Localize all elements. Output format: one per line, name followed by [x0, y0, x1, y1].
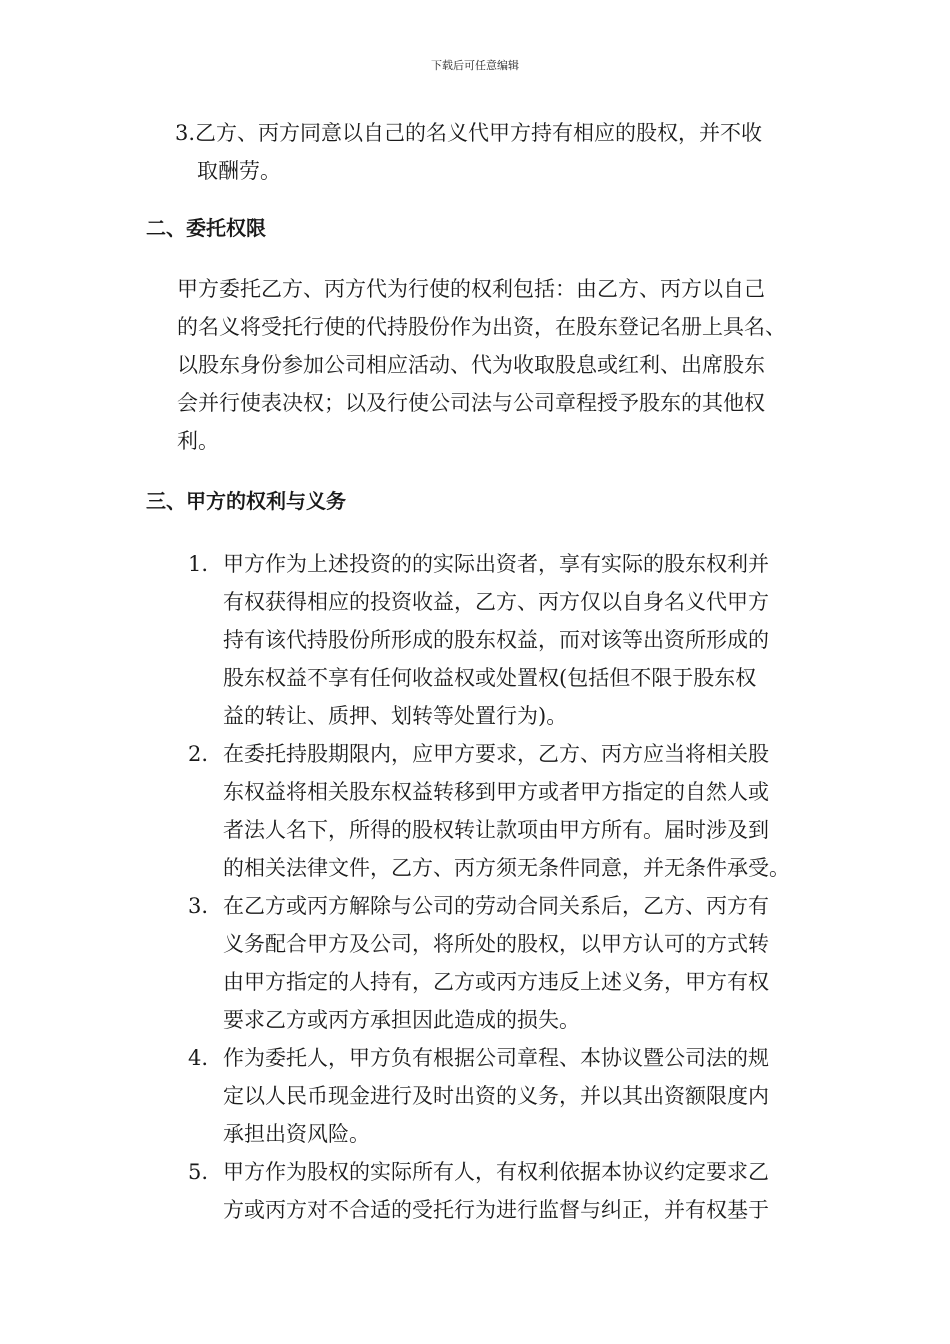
paragraph-line: 以股东身份参加公司相应活动、代为收取股息或红利、出席股东: [177, 353, 765, 377]
paragraph-line: 的名义将受托行使的代持股份作为出资，在股东登记名册上具名、: [177, 315, 786, 339]
list-item-line: 在委托持股期限内，应甲方要求，乙方、丙方应当将相关股: [223, 742, 769, 766]
list-item-2: [188, 735, 828, 887]
list-item-line: 作为委托人，甲方负有根据公司章程、本协议暨公司法的规: [223, 1046, 769, 1070]
list-item-line: 甲方作为上述投资的的实际出资者，享有实际的股东权利并: [223, 552, 769, 576]
list-item-line: 定以人民币现金进行及时出资的义务，并以其出资额限度内: [223, 1084, 769, 1108]
list-item-text: [223, 735, 828, 887]
list-item-number: 5.: [188, 1160, 209, 1184]
list-item-line: 方或丙方对不合适的受托行为进行监督与纠正，并有权基于: [223, 1198, 769, 1222]
clause-item-3-text-2: 取酬劳。: [197, 159, 281, 183]
clause-item-3: [175, 114, 815, 190]
list-item-line: 持有该代持股份所形成的股东权益，而对该等出资所形成的: [223, 628, 769, 652]
list-item-line: 承担出资风险。: [223, 1122, 370, 1146]
section-heading-rights-obligations: 三、甲方的权利与义务: [146, 489, 346, 513]
list-item-text: [223, 1039, 828, 1153]
section-heading-authority: 二、委托权限: [146, 216, 266, 240]
paragraph-line: 利。: [177, 429, 219, 453]
list-item-number: 4.: [188, 1046, 209, 1070]
list-item-line: 有权获得相应的投资收益，乙方、丙方仅以自身名义代甲方: [223, 590, 769, 614]
list-item-1: [188, 545, 828, 735]
list-item-5: [188, 1153, 828, 1229]
list-item-line: 的相关法律文件，乙方、丙方须无条件同意，并无条件承受。: [223, 856, 790, 880]
clause-item-3-number: 3.: [175, 121, 196, 145]
list-item-number: 3.: [188, 894, 209, 918]
list-item-number: 1.: [188, 552, 209, 576]
list-item-number: 2.: [188, 742, 209, 766]
list-item-line: 由甲方指定的人持有，乙方或丙方违反上述义务，甲方有权: [223, 970, 769, 994]
clause-item-3-line-1: [175, 114, 815, 152]
list-item-line: 在乙方或丙方解除与公司的劳动合同关系后，乙方、丙方有: [223, 894, 769, 918]
list-item-line: 益的转让、质押、划转等处置行为)。: [223, 704, 568, 728]
page-header-note: 下载后可任意编辑: [431, 59, 519, 72]
clause-item-3-text-1: 乙方、丙方同意以自己的名义代甲方持有相应的股权，并不收: [195, 121, 763, 145]
paragraph-line: 甲方委托乙方、丙方代为行使的权利包括：由乙方、丙方以自己: [177, 277, 765, 301]
list-item-3: [188, 887, 828, 1039]
list-item-line: 甲方作为股权的实际所有人，有权利依据本协议约定要求乙: [223, 1160, 769, 1184]
list-item-line: 要求乙方或丙方承担因此造成的损失。: [223, 1008, 580, 1032]
list-item-text: [223, 545, 828, 735]
list-item-line: 股东权益不享有任何收益权或处置权(包括但不限于股东权: [223, 666, 757, 690]
list-item-text: [223, 887, 828, 1039]
paragraph-line: 会并行使表决权；以及行使公司法与公司章程授予股东的其他权: [177, 391, 765, 415]
list-item-4: [188, 1039, 828, 1153]
list-item-line: 义务配合甲方及公司，将所处的股权，以甲方认可的方式转: [223, 932, 769, 956]
list-item-line: 者法人名下，所得的股权转让款项由甲方所有。届时涉及到: [223, 818, 769, 842]
rights-obligations-list: [188, 545, 828, 1229]
list-item-line: 东权益将相关股东权益转移到甲方或者甲方指定的自然人或: [223, 780, 769, 804]
list-item-text: [223, 1153, 828, 1229]
authority-paragraph: [177, 270, 827, 460]
